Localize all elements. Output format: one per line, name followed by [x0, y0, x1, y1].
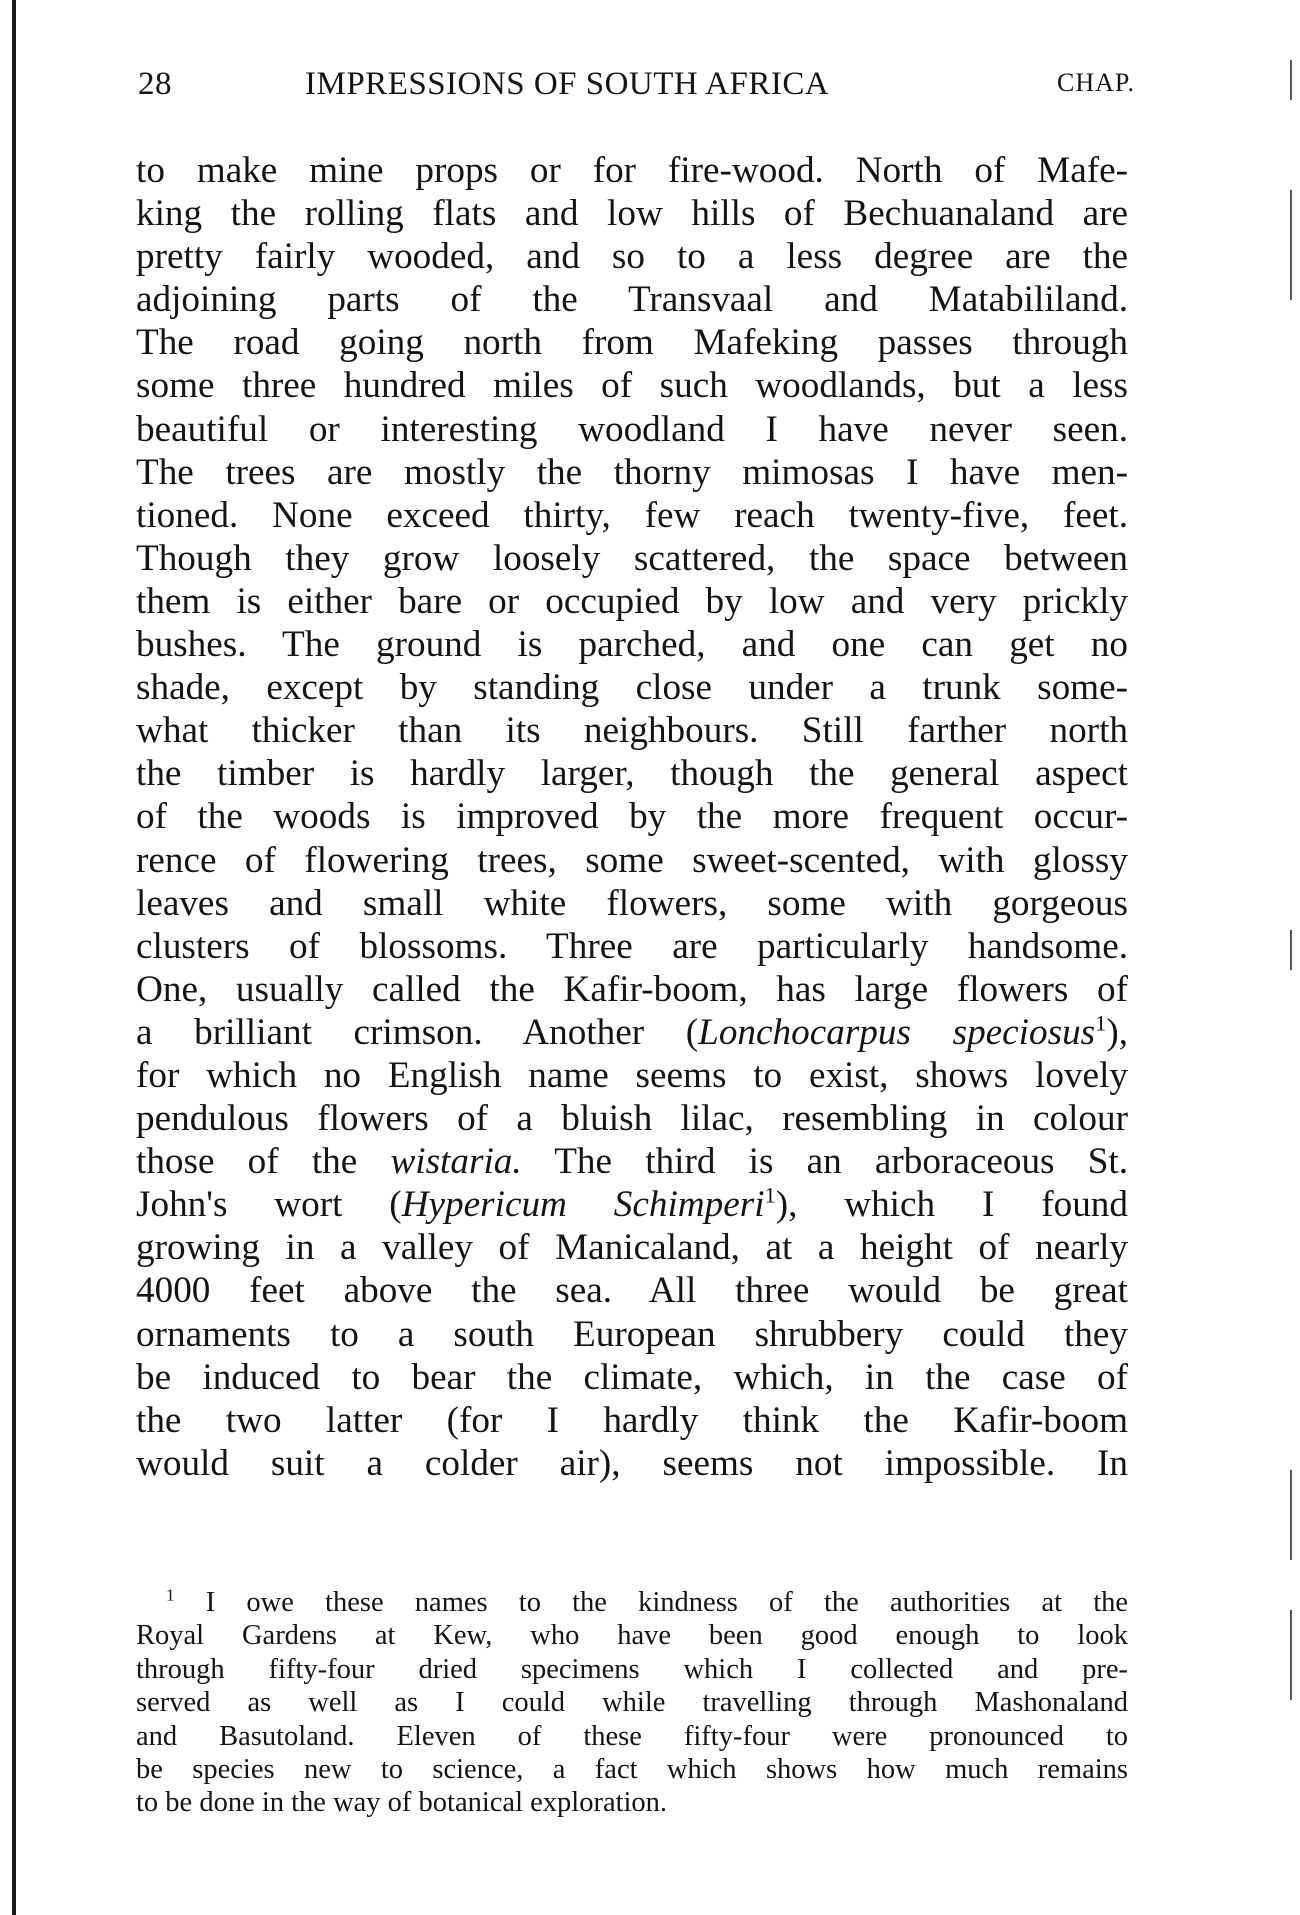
- margin-mark: [1290, 930, 1292, 970]
- text-line: The road going north from Mafeking passes through: [136, 322, 1128, 364]
- text-line: The trees are mostly the thorny mimosas I have men-: [136, 451, 1128, 493]
- footnote-line: to be done in the way of botanical exploration.: [136, 1787, 668, 1819]
- text-line: to make mine props or for fire-wood. North of Mafe-: [136, 150, 1128, 191]
- text-run: a brilliant crimson. Another (: [136, 1011, 699, 1053]
- footnote-ref: 1: [1095, 1010, 1107, 1036]
- book-title: IMPRESSIONS OF SOUTH AFRICA: [305, 66, 830, 102]
- text-run: those of the: [136, 1141, 391, 1183]
- text-line: beautiful or interesting woodland I have never seen.: [136, 408, 1128, 450]
- margin-mark: [1290, 60, 1292, 100]
- footnote-line: [136, 1586, 1128, 1619]
- footnote-line: served as well as I could while travelling through Mashonaland: [136, 1687, 1128, 1719]
- chapter-label: CHAP.: [1057, 68, 1135, 97]
- species-name: Lonchocarpus speciosus: [698, 1011, 1096, 1053]
- text-run: The third is an arboraceous St.: [521, 1141, 1128, 1183]
- text-line: the two latter (for I hardly think the Kafir-boom: [136, 1399, 1128, 1441]
- margin-mark: [1290, 1470, 1292, 1560]
- footnote-ref: 1: [764, 1182, 776, 1208]
- text-line: [136, 1183, 1128, 1226]
- text-line: growing in a valley of Manicaland, at a height of nearly: [136, 1227, 1128, 1269]
- body-text: [136, 149, 1128, 1485]
- text-run: John's wort (: [136, 1184, 402, 1226]
- text-run: ), which I found: [775, 1184, 1128, 1226]
- margin-mark: [1290, 190, 1292, 300]
- footnote-line: Royal Gardens at Kew, who have been good enough to look: [136, 1620, 1128, 1652]
- text-line: bushes. The ground is parched, and one can get no: [136, 624, 1128, 666]
- text-line: be induced to bear the climate, which, in the case of: [136, 1356, 1128, 1398]
- margin-mark: [1290, 1610, 1292, 1700]
- text-line: Though they grow loosely scattered, the space between: [136, 537, 1128, 579]
- page-gutter-edge: [12, 0, 16, 1915]
- text-line: leaves and small white flowers, some with gorgeous: [136, 882, 1128, 924]
- text-line: some three hundred miles of such woodlands, but a less: [136, 365, 1128, 407]
- text-line: tioned. None exceed thirty, few reach twenty-five, feet.: [136, 494, 1128, 536]
- footnote-marker: 1: [166, 1585, 175, 1605]
- text-line: them is either bare or occupied by low and very prickly: [136, 580, 1128, 622]
- text-run: ),: [1106, 1011, 1128, 1053]
- footnote: [136, 1586, 1128, 1820]
- text-line: what thicker than its neighbours. Still farther north: [136, 710, 1128, 752]
- text-line: pendulous flowers of a bluish lilac, resembling in colour: [136, 1098, 1128, 1140]
- species-name: Hypericum Schimperi: [401, 1184, 765, 1226]
- text-line: ornaments to a south European shrubbery could they: [136, 1313, 1128, 1355]
- text-line: One, usually called the Kafir-boom, has large flowers of: [136, 968, 1128, 1010]
- running-head: [135, 66, 1135, 106]
- text-line: [136, 1140, 1128, 1183]
- text-line: pretty fairly wooded, and so to a less degree are the: [136, 236, 1128, 278]
- text-line: adjoining parts of the Transvaal and Matabililand.: [136, 279, 1128, 321]
- page-number: 28: [138, 66, 172, 102]
- footnote-line: and Basutoland. Eleven of these fifty-four were pronounced to: [136, 1720, 1128, 1752]
- text-line: for which no English name seems to exist, shows lovely: [136, 1054, 1128, 1096]
- text-run: I owe these names to the kindness of the authorities at the: [205, 1587, 1129, 1618]
- text-line: [136, 1011, 1128, 1054]
- text-line: shade, except by standing close under a trunk some-: [136, 667, 1128, 709]
- species-name: wistaria.: [390, 1141, 522, 1183]
- footnote-line: be species new to science, a fact which shows how much remains: [136, 1753, 1128, 1785]
- text-line: would suit a colder air), seems not impossible. In: [136, 1442, 1128, 1484]
- text-line: the timber is hardly larger, though the general aspect: [136, 753, 1128, 795]
- footnote-line: through fifty-four dried specimens which I collected and pre-: [136, 1653, 1128, 1685]
- text-line: 4000 feet above the sea. All three would be great: [136, 1270, 1128, 1312]
- text-line: of the woods is improved by the more frequent occur-: [136, 796, 1128, 838]
- text-line: king the rolling flats and low hills of Bechuanaland are: [136, 193, 1128, 235]
- text-line: clusters of blossoms. Three are particularly handsome.: [136, 925, 1128, 967]
- text-line: rence of flowering trees, some sweet-scented, with glossy: [136, 839, 1128, 881]
